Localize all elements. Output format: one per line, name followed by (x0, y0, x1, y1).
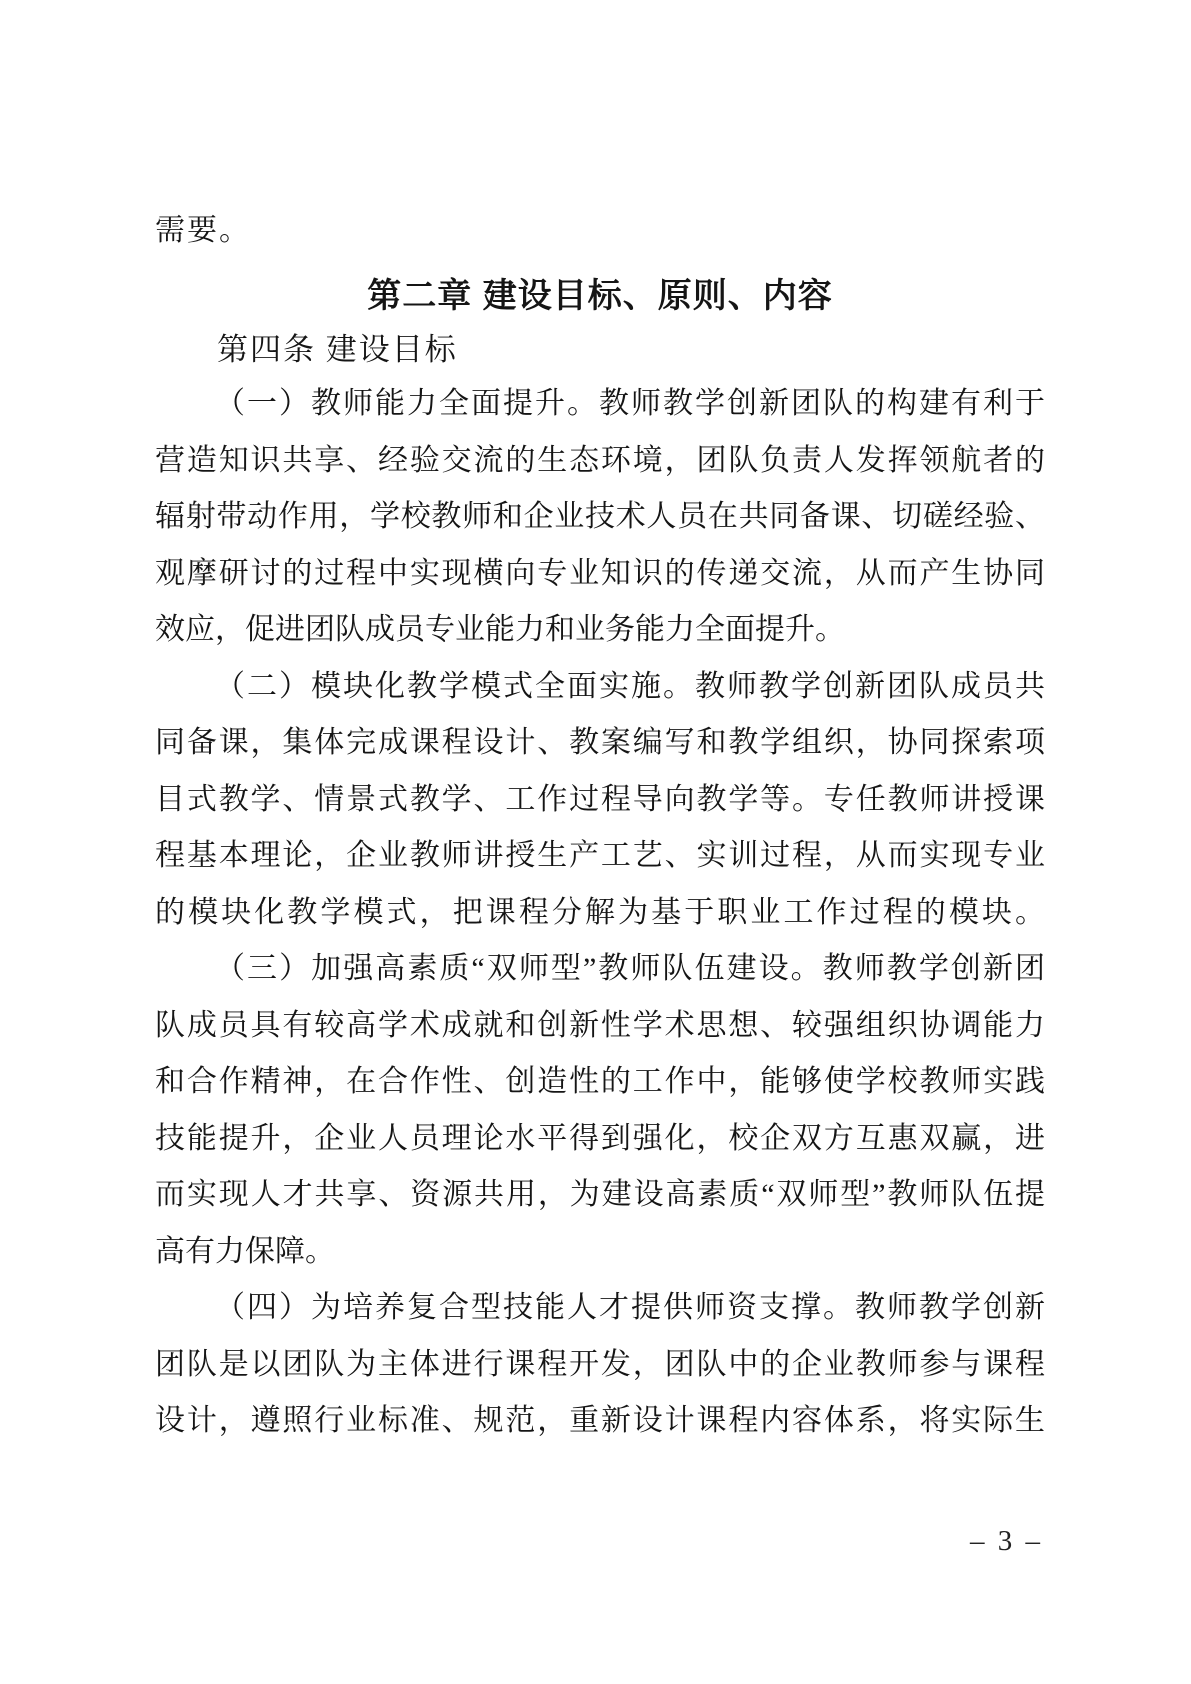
paragraph-2-line-1: （二）模块化教学模式全面实施。教师教学创新团队成员共 (215, 669, 1045, 703)
carryover-text: 需要。 (155, 214, 251, 247)
paragraph-1-line-3: 辐射带动作用，学校教师和企业技术人员在共同备课、切磋经验、 (155, 500, 1045, 533)
paragraph-3-line-1: （三）加强高素质“双师型”教师队伍建设。教师教学创新团 (215, 952, 1045, 985)
paragraph-3-line-2: 队成员具有较高学术成就和创新性学术思想、较强组织协调能力 (155, 1008, 1045, 1042)
paragraph-2-line-5: 的模块化教学模式，把课程分解为基于职业工作过程的模块。 (155, 895, 1045, 929)
paragraph-4-line-2: 团队是以团队为主体进行课程开发，团队中的企业教师参与课程 (155, 1347, 1045, 1381)
paragraph-4-line-3: 设计，遵照行业标准、规范，重新设计课程内容体系，将实际生 (155, 1404, 1045, 1437)
paragraph-2-line-3: 目式教学、情景式教学、工作过程导向教学等。专任教师讲授课 (155, 782, 1045, 816)
section-heading: 第四条 建设目标 (217, 332, 458, 367)
paragraph-3-line-6: 高有力保障。 (155, 1234, 335, 1268)
paragraph-2-line-4: 程基本理论，企业教师讲授生产工艺、实训过程，从而实现专业 (155, 839, 1045, 872)
paragraph-2-line-2: 同备课，集体完成课程设计、教案编写和教学组织，协同探索项 (155, 726, 1045, 759)
paragraph-3-line-3: 和合作精神，在合作性、创造性的工作中，能够使学校教师实践 (155, 1065, 1045, 1098)
document-body (155, 376, 1045, 1450)
paragraph-1-line-1: （一）教师能力全面提升。教师教学创新团队的构建有利于 (215, 387, 1045, 420)
paragraph-1-line-2: 营造知识共享、经验交流的生态环境，团队负责人发挥领航者的 (155, 443, 1045, 477)
paragraph-1-line-5: 效应，促进团队成员专业能力和业务能力全面提升。 (155, 613, 845, 646)
paragraph-3-line-5: 而实现人才共享、资源共用，为建设高素质“双师型”教师队伍提 (155, 1178, 1045, 1211)
paragraph-3-line-4: 技能提升，企业人员理论水平得到强化，校企双方互惠双赢，进 (155, 1121, 1045, 1155)
page-number: – 3 – (970, 1525, 1043, 1557)
chapter-heading: 第二章 建设目标、原则、内容 (367, 277, 833, 315)
paragraph-4-line-1: （四）为培养复合型技能人才提供师资支撑。教师教学创新 (215, 1291, 1045, 1324)
paragraph-1-line-4: 观摩研讨的过程中实现横向专业知识的传递交流，从而产生协同 (155, 556, 1045, 590)
